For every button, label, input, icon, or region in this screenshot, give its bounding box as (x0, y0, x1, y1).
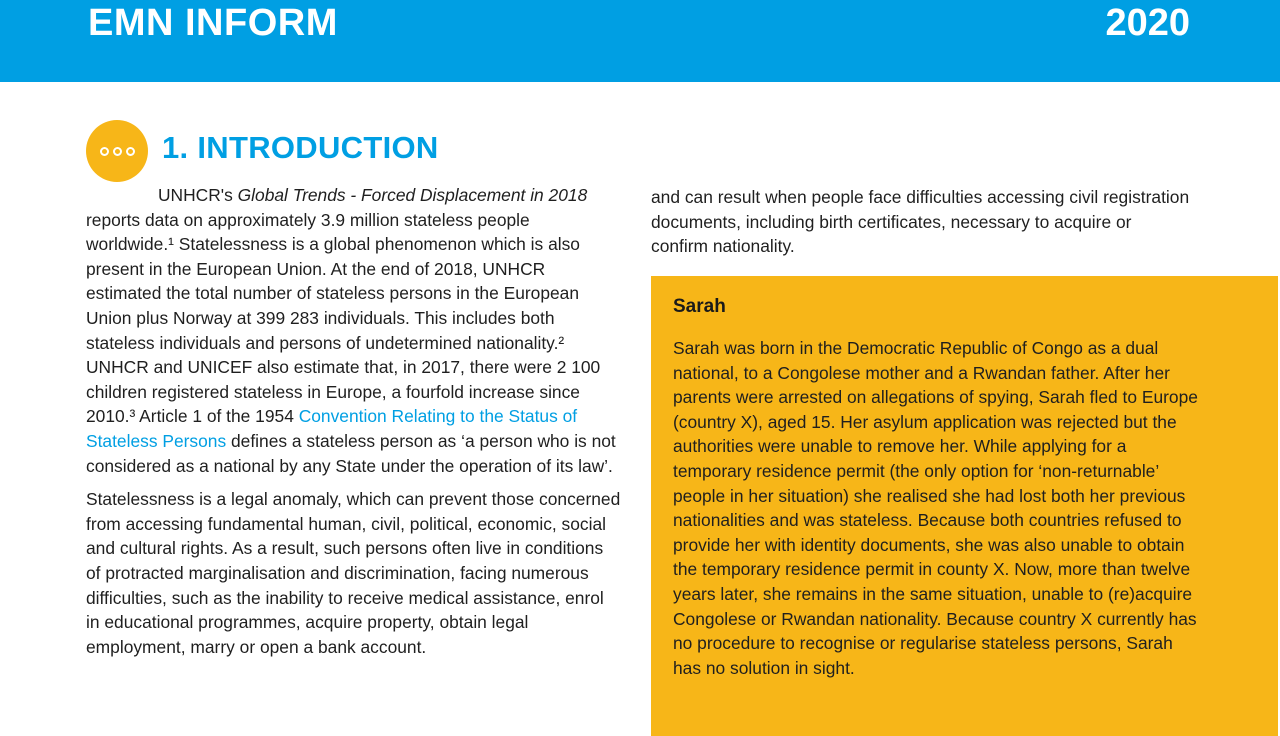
left-column (86, 183, 622, 659)
intro-body: reports data on approximately 3.9 million stateless people worldwide.¹ Statelessness is a global phenomenon which is also present in the European Union. At the end of 2018, UNHCR estimated the total number of stateless persons in the European Union plus Norway at 399 283 individuals. This includes both stateless individuals and persons of undetermined nationality.² UNHCR and UNICEF also estimate that, in 2017, there were 2 100 children registered stateless in Europe, a fourfold increase since 2010.³ Article 1 of the 1954 (86, 209, 601, 427)
statelessness-paragraph: Statelessness is a legal anomaly, which can prevent those concerned from accessing fundamental human, civil, political, economic, social and cultural rights. As a result, such persons often live in conditions of protracted marginalisation and discrimination, facing numerous difficulties, such as the inability to receive medical assistance, enrol in educational programmes, acquire property, obtain legal employment, marry or open a bank account. (86, 489, 621, 657)
convention-link[interactable]: Convention Relating to the Status of Stateless Persons (86, 406, 578, 451)
publication-title: EMN INFORM (88, 2, 338, 44)
right-column (651, 185, 1191, 259)
publication-year: 2020 (1105, 2, 1190, 44)
header-bar (0, 0, 1280, 82)
intro-lead: UNHCR's (158, 185, 238, 205)
case-study-box (651, 276, 1278, 736)
intro-tail: defines a stateless person as ‘a person who is not considered as a national by any State under the operation of its law’. (86, 430, 616, 476)
case-study-story: Sarah was born in the Democratic Republic of Congo as a dual national, to a Congolese mother and a Rwandan father. After her parents were arrested on allegations of spying, Sarah fled to Europe (country X), aged 15. Her asylum application was rejected but the authorities were unable to remove her. While applying for a temporary residence permit (the only option for ‘non-returnable’ people in her situation) she realised she had lost both her previous nationalities and was stateless. Because both countries refused to provide her with identity documents, she was also unable to obtain the temporary residence permit in county X. Now, more than twelve years later, she remains in the same situation, unable to (re)acquire Congolese or Rwandan nationality. Because country X currently has no procedure to recognise or regularise stateless persons, Sarah has no solution in sight. (673, 338, 1198, 678)
continued-paragraph: and can result when people face difficulties accessing civil registration documents, including birth certificates, necessary to acquire or confirm nationality. (651, 187, 1190, 257)
ellipsis-circle-icon (86, 120, 148, 182)
case-study-name: Sarah (673, 296, 726, 317)
report-title: Global Trends - Forced Displacement in 2018 (237, 185, 588, 205)
section-title: 1. INTRODUCTION (162, 130, 439, 165)
intro-paragraph (86, 183, 622, 478)
